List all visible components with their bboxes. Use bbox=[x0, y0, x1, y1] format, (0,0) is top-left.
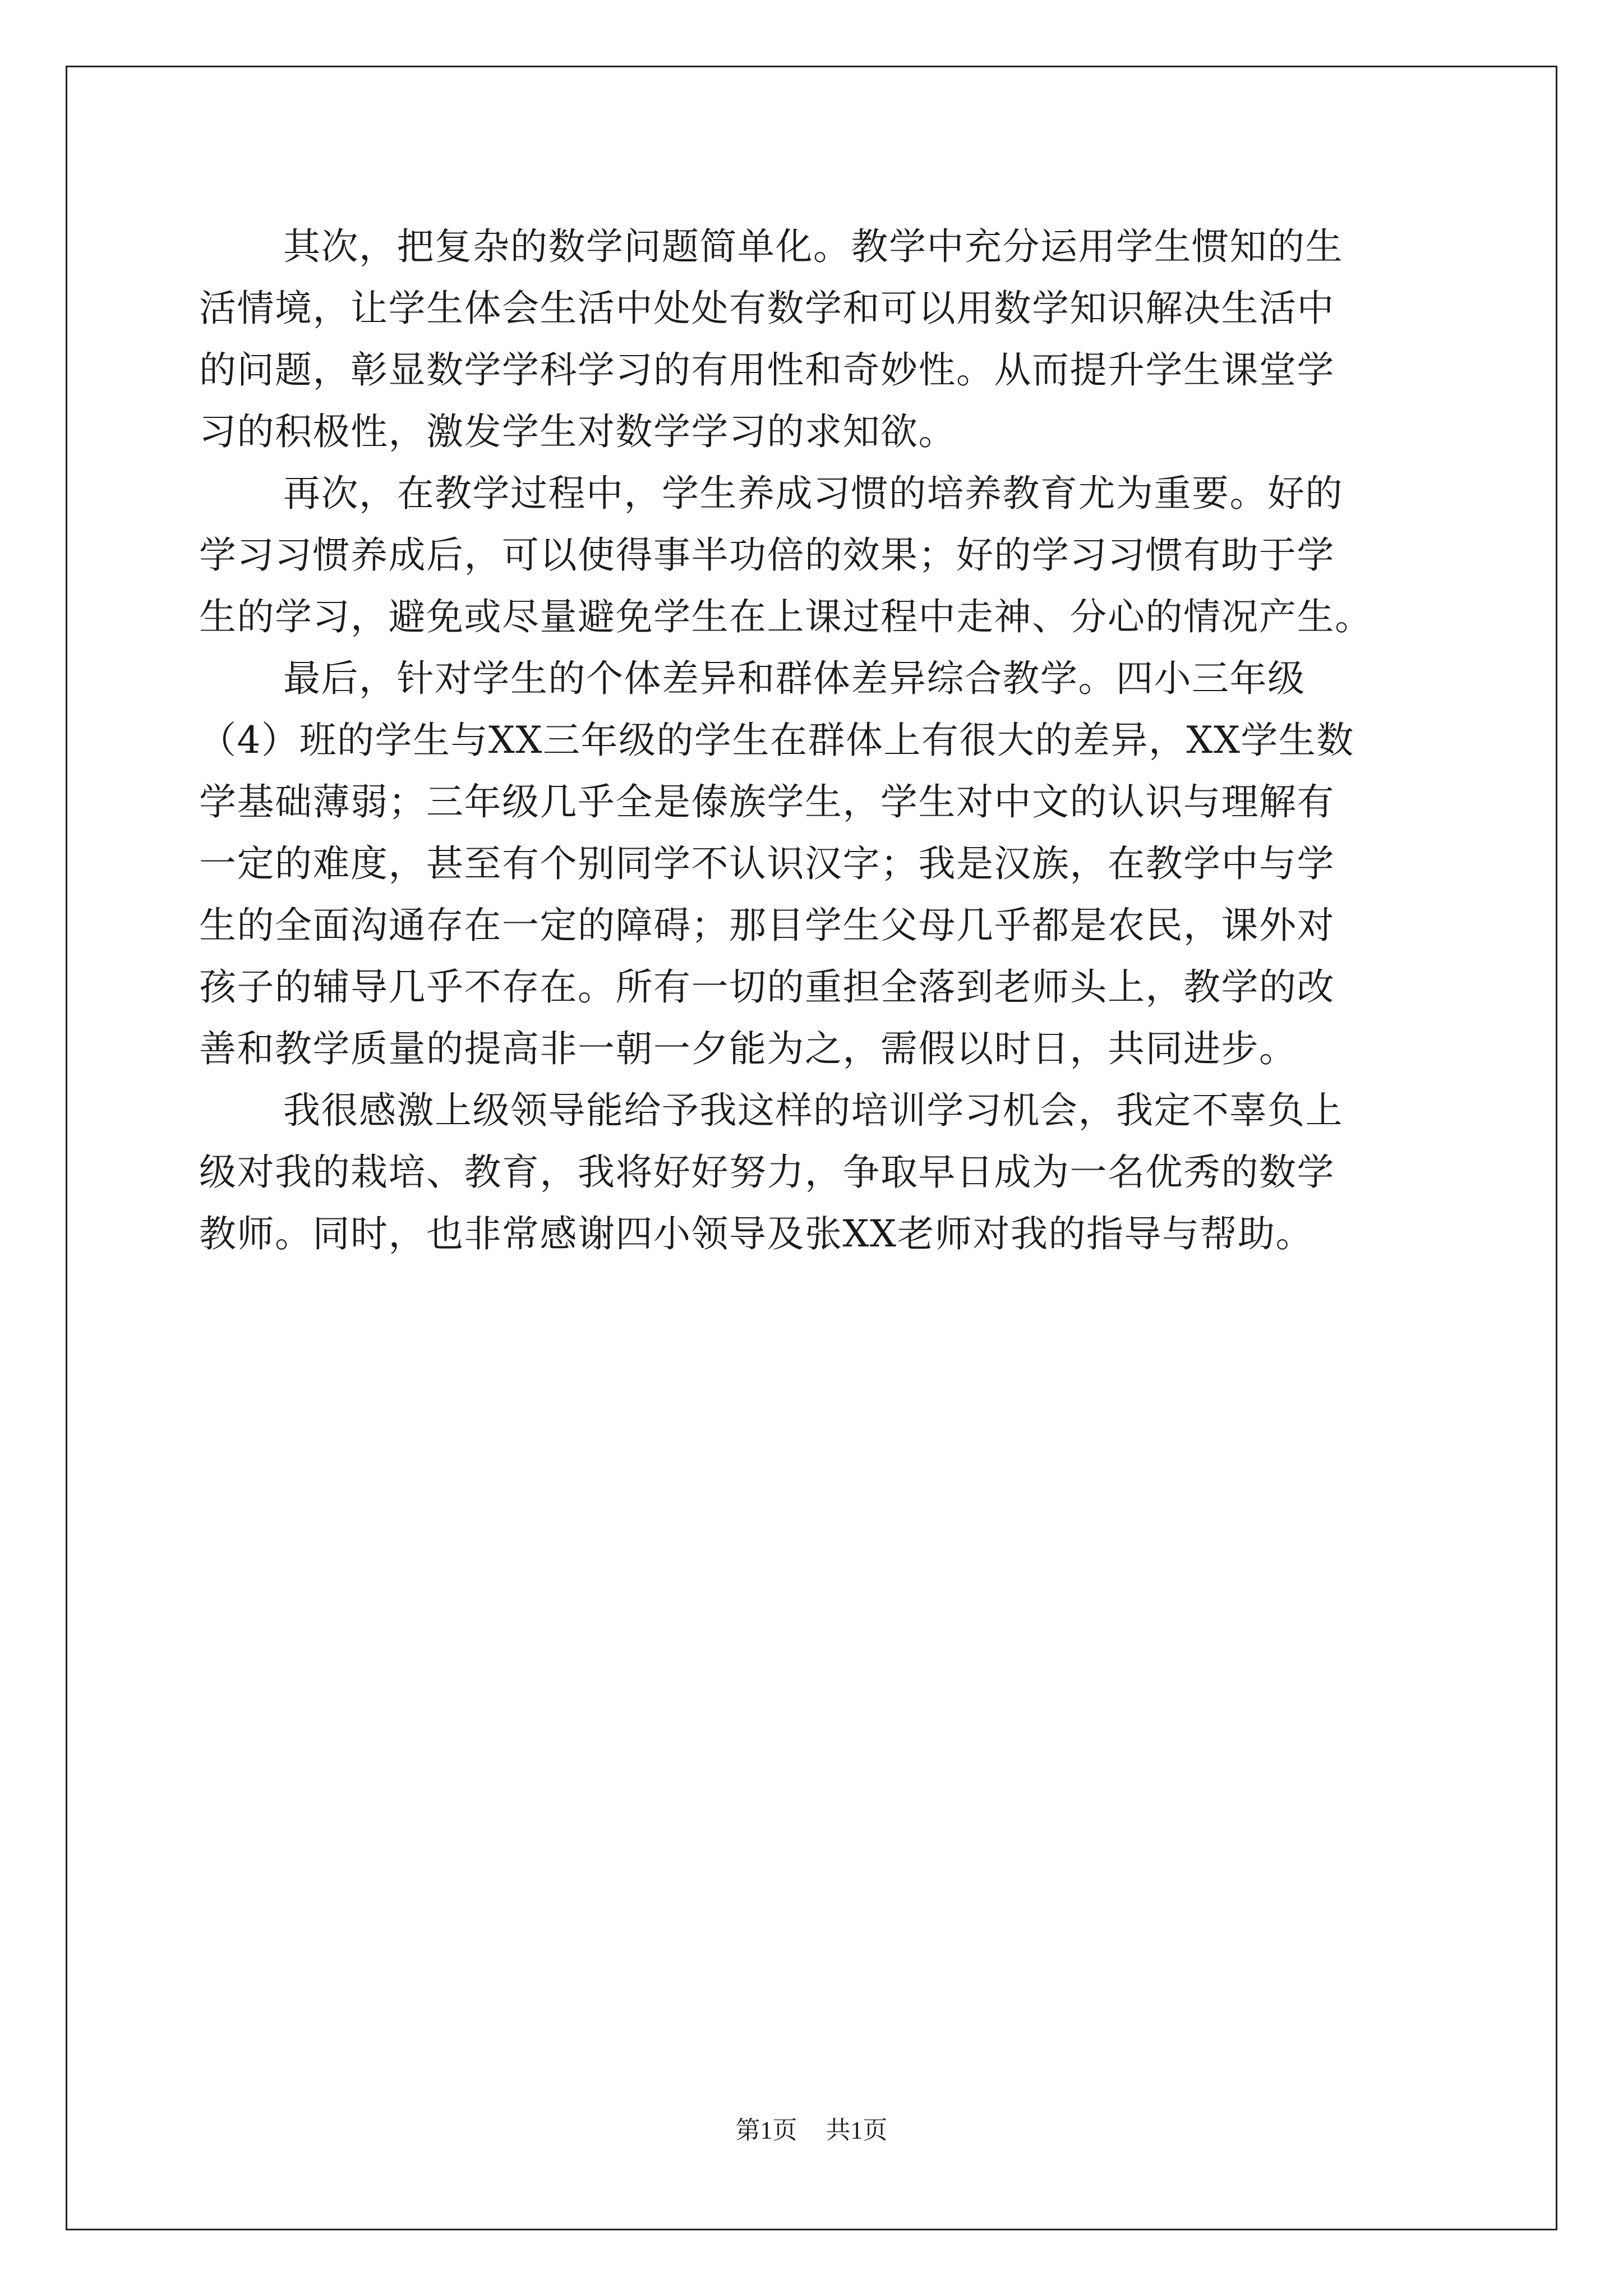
page-number: 第1页 bbox=[735, 2116, 797, 2144]
paragraph-line: 善和教学质量的提高非一朝一夕能为之，需假以时日，共同进步。 bbox=[199, 1027, 1297, 1070]
document-body bbox=[199, 216, 1436, 1265]
paragraph-line: 再次，在教学过程中，学生养成习惯的培养教育尤为重要。好的 bbox=[283, 472, 1343, 515]
paragraph-line: 学基础薄弱；三年级几乎全是傣族学生，学生对中文的认识与理解有 bbox=[199, 780, 1335, 823]
paragraph-line: 生的全面沟通存在一定的障碍；那目学生父母几乎都是农民，课外对 bbox=[199, 904, 1335, 947]
paragraph-line: 学习习惯养成后，可以使得事半功倍的效果；好的学习习惯有助于学 bbox=[199, 533, 1335, 577]
paragraph-line: 活情境，让学生体会生活中处处有数学和可以用数学知识解决生活中 bbox=[199, 287, 1335, 330]
paragraph-line: 最后，针对学生的个体差异和群体差异综合教学。四小三年级 bbox=[283, 657, 1306, 700]
paragraph-line: 一定的难度，甚至有个别同学不认识汉字；我是汉族，在教学中与学 bbox=[199, 842, 1335, 885]
page-footer bbox=[0, 2114, 1623, 2147]
paragraph-line: （4）班的学生与XX三年级的学生在群体上有很大的差异，XX学生数 bbox=[199, 719, 1354, 762]
paragraph-2 bbox=[199, 463, 1436, 648]
paragraph-line: 其次，把复杂的数学问题简单化。教学中充分运用学生惯知的生 bbox=[283, 225, 1343, 268]
paragraph-line: 教师。同时，也非常感谢四小领导及张XX老师对我的指导与帮助。 bbox=[199, 1212, 1313, 1255]
paragraph-line: 孩子的辅导几乎不存在。所有一切的重担全落到老师头上，教学的改 bbox=[199, 965, 1335, 1009]
paragraph-1 bbox=[199, 216, 1436, 463]
paragraph-line: 生的学习，避免或尽量避免学生在上课过程中走神、分心的情况产生。 bbox=[199, 595, 1373, 638]
paragraph-line: 我很感激上级领导能给予我这样的培训学习机会，我定不辜负上 bbox=[283, 1089, 1343, 1132]
paragraph-line: 的问题，彰显数学学科学习的有用性和奇妙性。从而提升学生课堂学 bbox=[199, 348, 1335, 392]
paragraph-3 bbox=[199, 648, 1436, 1080]
paragraph-line: 习的积极性，激发学生对数学学习的求知欲。 bbox=[199, 410, 956, 453]
paragraph-line: 级对我的栽培、教育，我将好好努力，争取早日成为一名优秀的数学 bbox=[199, 1151, 1335, 1194]
page-total: 共1页 bbox=[826, 2116, 888, 2144]
paragraph-4 bbox=[199, 1080, 1436, 1265]
